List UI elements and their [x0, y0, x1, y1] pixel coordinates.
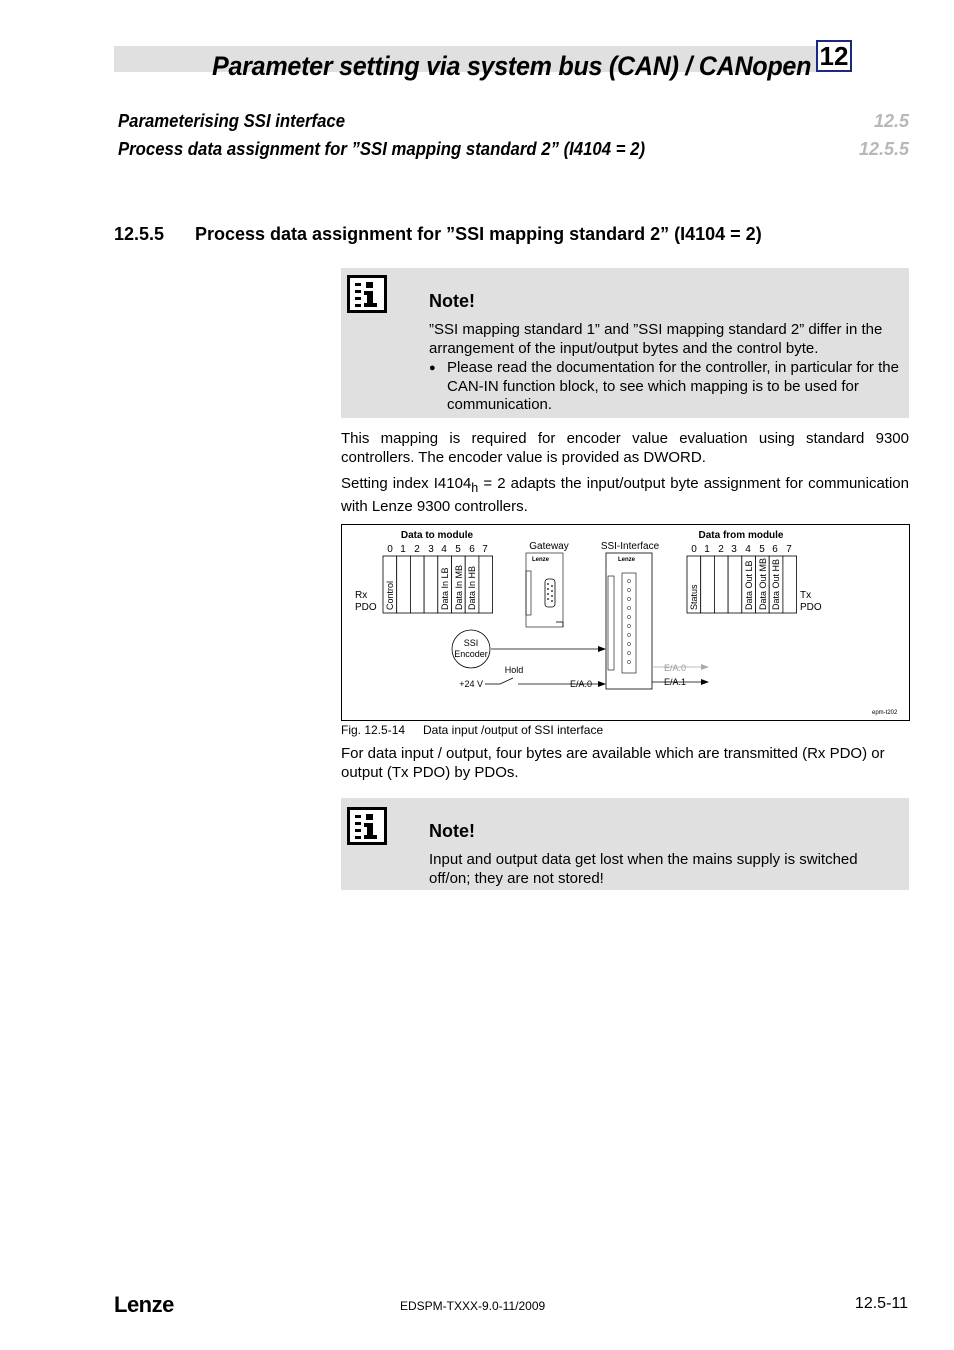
- footer-page-number: 12.5-11: [854, 1295, 908, 1312]
- page-title: Parameter setting via system bus (CAN) / CANopen: [212, 51, 812, 81]
- tx-byte-6: 6: [772, 544, 778, 555]
- ssi-encoder: [452, 630, 490, 668]
- rx-byte-5: 5: [455, 544, 461, 555]
- rx-cell-3: [424, 556, 438, 613]
- paragraph-2-sub: h: [471, 481, 479, 495]
- ssi-diagram: [342, 525, 909, 720]
- ea1-out-label: E/A.1: [664, 677, 687, 687]
- tx-byte-2: 2: [718, 544, 724, 555]
- note-text: Input and output data get lost when the mains supply is switched off/on; they are not stored!: [429, 851, 858, 887]
- paragraph-2-a: Setting index I4104: [341, 475, 472, 492]
- tx-label-hb: Data Out HB: [771, 558, 781, 610]
- note-box-2: [341, 798, 909, 890]
- rx-byte-7: 7: [482, 544, 488, 555]
- tx-label: Tx: [800, 590, 812, 601]
- paragraph-1: This mapping is required for encoder value evaluation using standard 9300 controllers. The encoder value is provided as DWORD.: [341, 430, 909, 466]
- chapter-badge: 12: [816, 40, 852, 72]
- label-data-from-module: Data from module: [698, 530, 784, 541]
- tx-cell-1: [701, 556, 715, 613]
- section-title: Process data assignment for ”SSI mapping standard 2” (I4104 = 2): [195, 224, 762, 244]
- section-number: 12.5.5: [114, 224, 165, 244]
- paragraph-2-b: = 2 adapts the input/output byte assignment for communication with Lenze 9300 controllers.: [341, 475, 909, 515]
- rx-cell-7: [479, 556, 493, 613]
- footer-doc-id: EDSPM-TXXX-9.0-11/2009: [400, 1299, 546, 1313]
- tx-pdo-label: PDO: [800, 602, 822, 613]
- ssi-interface-label: SSI-Interface: [600, 541, 660, 552]
- tx-byte-4: 4: [745, 544, 751, 555]
- note-box-1: [341, 268, 909, 418]
- subheading-2-number: 12.5.5: [858, 139, 909, 159]
- encoder-label-2: Encoder: [454, 649, 488, 659]
- rx-label-mb: Data In MB: [454, 564, 464, 610]
- tx-cell-3: [728, 556, 742, 613]
- rx-pdo-label: PDO: [355, 602, 377, 613]
- tx-byte-0: 0: [691, 544, 697, 555]
- footer-logo: Lenze: [114, 1292, 174, 1317]
- rx-byte-2: 2: [414, 544, 420, 555]
- note-bullet: ● Please read the documentation for the controller, in particular for the CAN-IN function block, to see which mapping is to be used for communication.: [429, 359, 899, 415]
- tx-byte-3: 3: [731, 544, 737, 555]
- note-body: [429, 321, 899, 415]
- figure-number: Fig. 12.5-14: [341, 723, 406, 737]
- tx-cell-7: [783, 556, 797, 613]
- info-icon: [347, 807, 387, 845]
- tx-cell-2: [714, 556, 728, 613]
- rx-label-hb: Data In HB: [467, 565, 477, 610]
- tx-label-status: Status: [689, 584, 699, 610]
- ssi-interface-module: [606, 553, 652, 689]
- rx-byte-1: 1: [400, 544, 406, 555]
- label-data-to-module: Data to module: [400, 530, 474, 541]
- rx-byte-3: 3: [428, 544, 434, 555]
- tx-byte-5: 5: [759, 544, 765, 555]
- encoder-label-1: SSI: [463, 638, 479, 648]
- rx-label-control: Control: [385, 580, 395, 610]
- ea0-in-label: E/A.0: [569, 679, 592, 689]
- ssi-brand: Lenze: [618, 557, 636, 563]
- note-text: ”SSI mapping standard 1” and ”SSI mapping standard 2” differ in the arrangement of the input/output bytes and the control byte.: [429, 321, 883, 357]
- paragraph-2: [341, 475, 909, 516]
- figure-caption-text: Data input /output of SSI interface: [423, 723, 604, 737]
- figure-ref: epm-t202: [872, 710, 898, 716]
- paragraph-3: For data input / output, four bytes are available which are transmitted (Rx PDO) or output (Tx PDO) by PDOs.: [341, 745, 885, 781]
- info-icon: [347, 275, 387, 313]
- gateway-module: [526, 553, 563, 627]
- tx-byte-7: 7: [786, 544, 792, 555]
- tx-label-lb: Data Out LB: [744, 560, 754, 610]
- ea0-out-label: E/A.0: [664, 663, 687, 673]
- rx-byte-4: 4: [441, 544, 447, 555]
- rx-byte-6: 6: [469, 544, 475, 555]
- gateway-label: Gateway: [529, 541, 569, 552]
- section-heading: [114, 224, 762, 245]
- tx-label-mb: Data Out MB: [758, 557, 768, 610]
- gateway-brand: Lenze: [532, 557, 550, 563]
- subheading-2: Process data assignment for ”SSI mapping standard 2” (I4104 = 2): [118, 139, 646, 159]
- rx-label: Rx: [355, 590, 368, 601]
- note-title: Note!: [429, 291, 475, 311]
- rx-cell-2: [410, 556, 424, 613]
- rx-cell-1: [397, 556, 411, 613]
- subheading-1: Parameterising SSI interface: [118, 111, 346, 131]
- rx-label-lb: Data In LB: [440, 567, 450, 610]
- note-title: Note!: [429, 821, 475, 841]
- hold-label: Hold: [504, 665, 524, 675]
- figure-caption: [341, 723, 603, 737]
- v24-label: +24 V: [459, 679, 483, 689]
- tx-byte-1: 1: [704, 544, 710, 555]
- figure-frame: [341, 524, 910, 721]
- rx-byte-0: 0: [387, 544, 393, 555]
- subheading-1-number: 12.5: [873, 111, 909, 131]
